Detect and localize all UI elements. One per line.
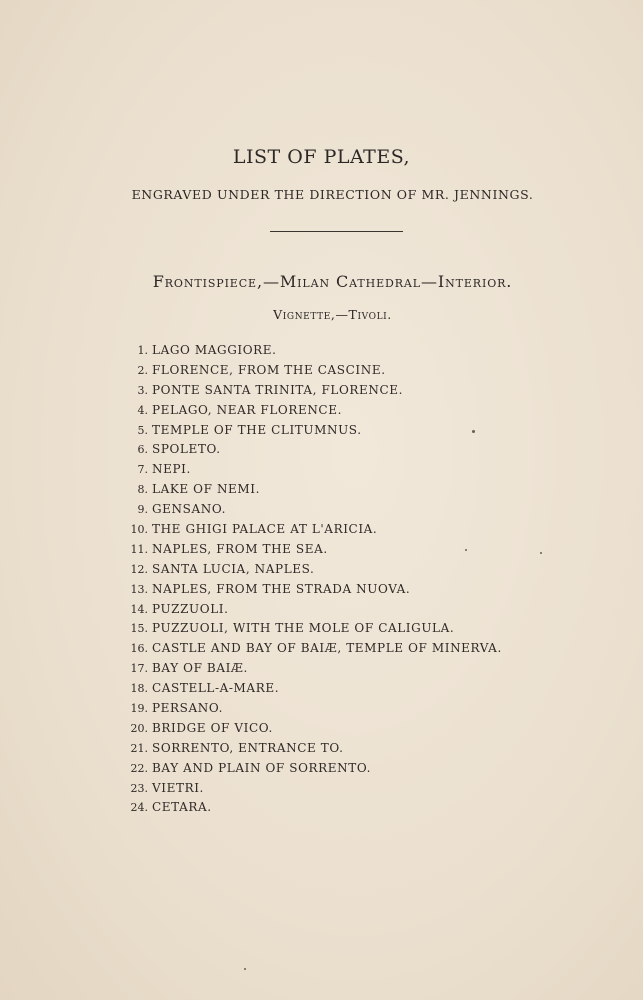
plate-name: PUZZUOLI. [152,601,229,616]
paper-speck [244,968,246,970]
plate-item [118,460,502,480]
plate-item [118,600,502,620]
plate-name: LAKE OF NEMI. [152,482,261,497]
plate-number: 18. [130,682,148,696]
plate-name: LAGO MAGGIORE. [152,343,277,357]
plate-name: CASTELL-A-MARE. [152,681,280,696]
plate-item [118,401,502,421]
plate-number: 2. [137,363,148,377]
plate-item [118,381,502,401]
plate-name: CASTLE AND BAY OF BAIÆ, TEMPLE OF MINERVA. [152,641,502,656]
plate-name: NAPLES, FROM THE SEA. [152,541,328,556]
plate-item [118,421,502,441]
plate-name: CETARA. [152,800,212,815]
plate-name: GENSANO. [152,502,226,517]
plate-item [118,500,502,520]
plate-item [118,440,502,460]
plate-name: NEPI. [152,462,191,477]
plate-item [118,341,502,361]
plate-number: 16. [130,642,148,656]
plate-name: TEMPLE OF THE CLITUMNUS. [152,422,362,437]
frontispiece-line: Frontispiece,—Milan Cathedral—Interior. [152,272,513,291]
plate-name: FLORENCE, FROM THE CASCINE. [152,362,386,377]
plates-list [118,341,502,818]
plate-item [118,679,502,699]
plate-number: 1. [137,344,148,357]
plate-item [118,779,502,799]
plate-name: PERSANO. [152,701,224,716]
plate-name: SANTA LUCIA, NAPLES. [152,561,315,576]
plate-number: 9. [137,503,148,517]
plate-item [118,639,502,659]
plate-number: 8. [137,483,148,497]
plate-item [118,659,502,679]
plate-name: SPOLETO. [152,442,221,457]
plate-name: THE GHIGI PALACE AT L'ARICIA. [152,522,378,537]
plate-item [118,798,502,818]
vignette-line: Vignette,—Tivoli. [273,307,392,322]
divider-rule [270,231,403,232]
plate-number: 19. [130,702,148,716]
paper-speck [540,552,542,554]
plate-number: 10. [130,523,148,537]
plate-name: BAY AND PLAIN OF SORRENTO. [152,760,372,775]
plate-number: 20. [130,721,148,735]
plate-name: PONTE SANTA TRINITA, FLORENCE. [152,382,404,397]
plate-number: 15. [130,622,148,636]
plate-item [118,619,502,639]
plate-item [118,759,502,779]
plate-number: 11. [130,542,148,556]
paper-speck [472,430,475,433]
plate-name: BRIDGE OF VICO. [152,720,273,735]
plate-number: 21. [130,741,148,755]
plate-number: 24. [130,801,148,815]
plate-number: 22. [130,761,148,775]
plate-number: 6. [137,443,148,457]
plate-number: 13. [130,582,148,596]
plate-number: 4. [137,403,148,417]
plate-name: BAY OF BAIÆ. [152,661,248,676]
plate-number: 7. [137,463,148,477]
plate-item [118,580,502,600]
paper-speck [465,549,467,551]
page-subtitle: ENGRAVED UNDER THE DIRECTION OF MR. JENNINGS. [131,187,534,202]
plate-number: 14. [130,602,148,616]
plate-name: NAPLES, FROM THE STRADA NUOVA. [152,581,411,596]
plate-name: SORRENTO, ENTRANCE TO. [152,740,344,755]
plate-item [118,739,502,759]
plate-item [118,520,502,540]
page-title: LIST OF PLATES, [232,146,411,168]
plate-number: 23. [130,781,148,795]
plate-item [118,540,502,560]
plate-item [118,699,502,719]
plate-name: VIETRI. [152,780,204,795]
plate-name: PUZZUOLI, WITH THE MOLE OF CALIGULA. [152,621,455,636]
plate-number: 12. [130,562,148,576]
plate-number: 17. [130,662,148,676]
plate-number: 5. [137,423,148,437]
plate-item [118,480,502,500]
plate-item [118,719,502,739]
plate-number: 3. [137,383,148,397]
plate-item [118,361,502,381]
plate-item [118,560,502,580]
plate-name: PELAGO, NEAR FLORENCE. [152,402,342,417]
